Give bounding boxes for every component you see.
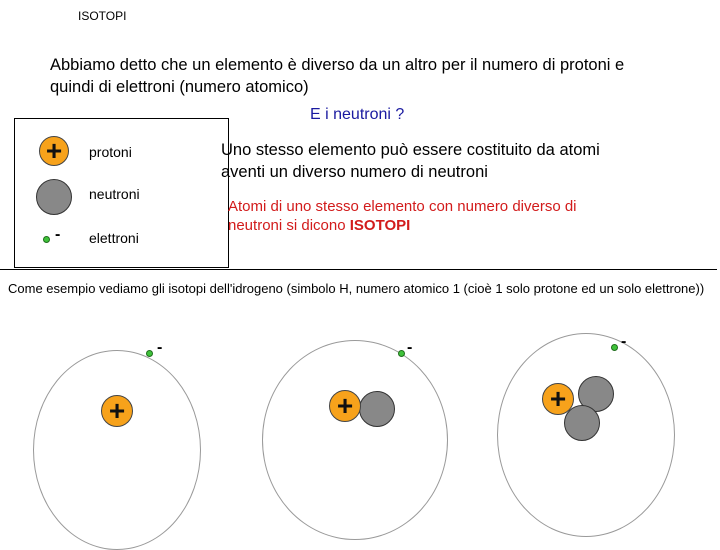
proton-symbol: + <box>329 390 361 422</box>
electron-label: elettroni <box>89 230 139 246</box>
proton-symbol: + <box>101 395 133 427</box>
electron-sign: - <box>407 339 413 356</box>
legend-box <box>14 118 229 268</box>
neutron-symbol <box>359 391 395 427</box>
divider-line <box>0 269 717 270</box>
electron-symbol <box>398 350 405 357</box>
slide-title: ISOTOPI <box>78 9 127 23</box>
isotope-definition <box>228 197 588 235</box>
example-text: Come esempio vediamo gli isotopi dell'idrogeno (simbolo H, numero atomico 1 (cioè 1 solo protone ed un solo elettrone)) <box>8 281 705 296</box>
neutrons-question: E i neutroni ? <box>310 106 405 123</box>
electron-orbit <box>262 340 448 540</box>
electron-symbol <box>43 236 50 243</box>
isotope-term: ISOTOPI <box>349 217 411 234</box>
electron-symbol <box>146 350 153 357</box>
electron-symbol <box>611 344 618 351</box>
neutron-symbol <box>36 179 72 215</box>
proton-symbol: + <box>542 383 574 415</box>
electron-sign: - <box>621 333 627 350</box>
isotope-definition-text: Atomi di uno stesso elemento con numero diverso di neutroni si dicono <box>228 198 577 234</box>
electron-sign: - <box>157 339 163 356</box>
neutron-symbol <box>564 405 600 441</box>
electron-orbit <box>33 350 201 550</box>
intro-text: Abbiamo detto che un elemento è diverso da un altro per il numero di protoni e quindi di elettroni (numero atomico) <box>50 56 625 96</box>
same-element-text: Uno stesso elemento può essere costituito da atomi aventi un diverso numero di neutroni <box>221 141 600 181</box>
proton-symbol: + <box>39 136 69 166</box>
neutron-label: neutroni <box>89 186 140 202</box>
proton-label: protoni <box>89 144 132 160</box>
electron-sign: - <box>55 226 61 243</box>
